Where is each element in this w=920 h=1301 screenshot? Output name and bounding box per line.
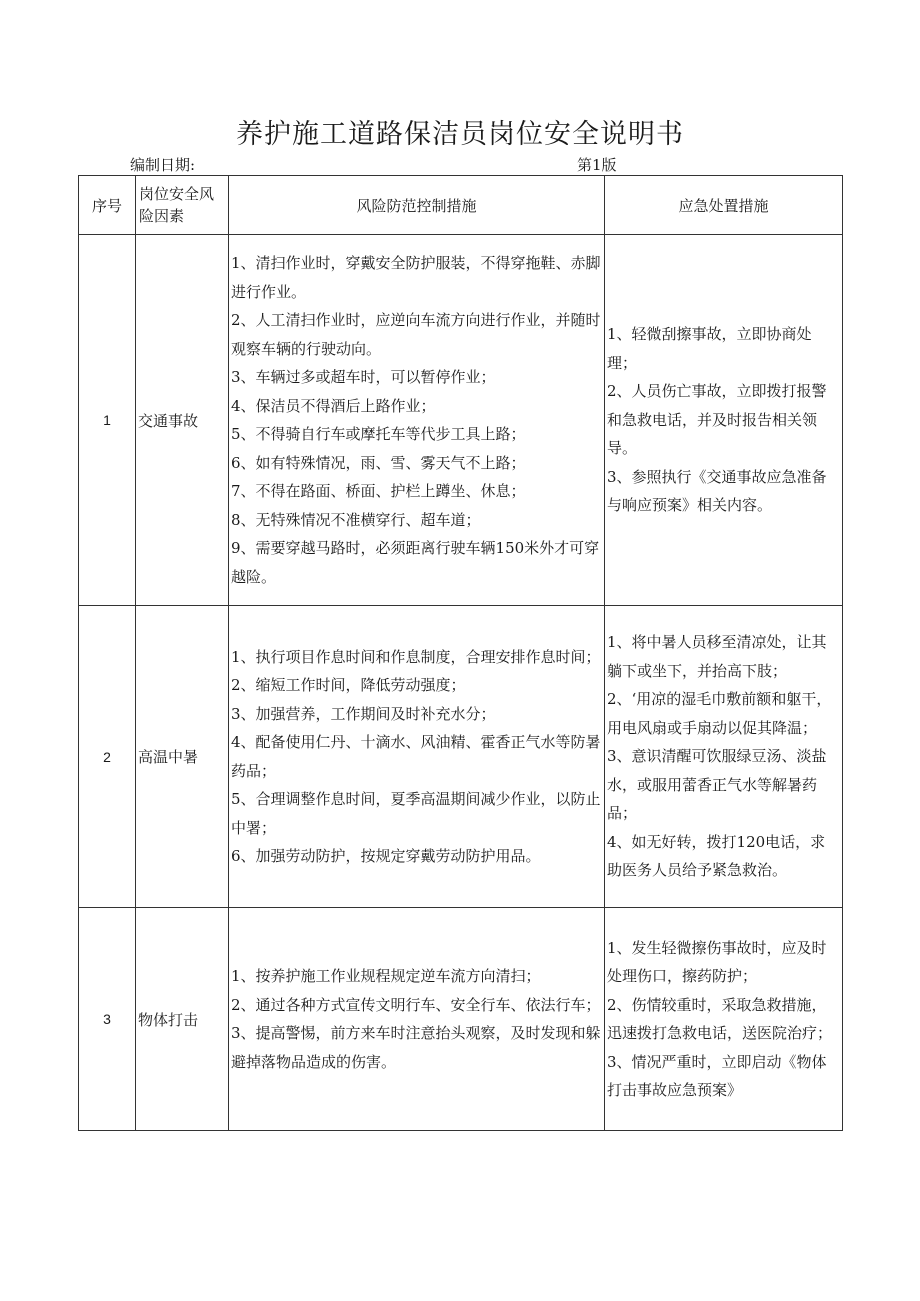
emergency-item: 4、如无好转，拨打120电话，求助医务人员给予紧急救治。 [607,832,826,880]
emergency-item: 3、情况严重时，立即启动《物体打击事故应急预案》 [607,1052,827,1099]
emergency-item: 3、意识清醒可饮服绿豆汤、淡盐水，或服用蕾香正气水等解暑药品； [607,747,827,823]
table-row [79,908,843,1131]
prevention-item: 2、通过各种方式宣传文明行车、安全行车、依法行车； [231,995,601,1014]
safety-table [78,175,843,1131]
prevention-item: 5、不得骑自行车或摩托车等代步工具上路； [231,425,526,443]
prepared-date-label: 编制日期: [130,156,196,174]
prevention-item: 6、如有特殊情况，雨、雪、雾天气不上路； [231,453,526,472]
prevention-cell [229,908,605,1131]
header-prevention: 风险防范控制措施 [229,176,605,235]
prevention-item: 8、无特殊情况不准横穿行、超车道； [231,510,481,529]
prevention-cell [229,235,605,606]
row-risk-factor: 交通事故 [136,235,229,606]
prevention-item: 1、执行项目作息时间和作息制度，合理安排作息时间； [231,647,601,666]
emergency-item: 3、参照执行《交通事故应急准备与响应预案》相关内容。 [607,467,827,515]
header-emergency: 应急处置措施 [605,176,843,235]
prevention-item: 7、不得在路面、桥面、护栏上蹲坐、休息； [231,482,526,500]
table-row [79,606,843,908]
row-index: 2 [79,606,136,908]
emergency-item: 1、将中暑人员移至清凉处，让其躺下或坐下，并抬高下肢； [607,633,827,680]
emergency-item: 2、人员伤亡事故，立即拨打报警和急救电话，并及时报告相关领导。 [607,382,827,458]
prevention-item: 4、配备使用仁丹、十滴水、风油精、霍香正气水等防暑药品； [231,733,601,780]
emergency-cell [605,235,843,606]
prevention-item: 6、加强劳动防护，按规定穿戴劳动防护用品。 [231,847,541,865]
prevention-item: 5、合理调整作息时间，夏季高温期间减少作业，以防止中署； [231,790,601,837]
prevention-item: 4、保洁员不得酒后上路作业； [231,396,436,415]
table-row [79,235,843,606]
row-index: 3 [79,908,136,1131]
header-risk-factor: 岗位安全风险因素 [136,176,229,235]
prevention-item: 3、加强营养，工作期间及时补充水分； [231,704,496,723]
prevention-item: 3、车辆过多或超车时，可以暂停作业； [231,368,496,386]
row-index: 1 [79,235,136,606]
prevention-item: 2、缩短工作时间，降低劳动强度； [231,676,466,694]
prevention-item: 1、清扫作业时，穿戴安全防护服装，不得穿拖鞋、赤脚进行作业。 [231,254,601,301]
row-risk-factor: 高温中暑 [136,606,229,908]
emergency-cell [605,606,843,908]
table-header-row [79,176,843,235]
prevention-item: 2、人工清扫作业时，应逆向车流方向进行作业，并随时观察车辆的行驶动向。 [231,311,601,358]
emergency-item: 2、‘用凉的湿毛巾敷前额和躯干，用电风扇或手扇动以促其降温； [607,690,832,737]
header-index: 序号 [79,176,136,235]
emergency-item: 1、发生轻微擦伤事故时，应及时处理伤口，擦药防护； [607,938,827,985]
prevention-cell [229,606,605,908]
row-risk-factor: 物体打击 [136,908,229,1131]
emergency-item: 2、伤情较重时，采取急救措施，迅速拨打急救电话，送医院治疗； [607,995,833,1042]
prevention-item: 3、提高警惕，前方来车时注意抬头观察，及时发现和躲避掉落物品造成的伤害。 [231,1024,601,1071]
prevention-item: 9、需要穿越马路时，必须距离行驶车辆150米外才可穿越险。 [231,539,600,586]
emergency-cell [605,908,843,1131]
version-label: 第1版 [577,156,617,174]
page-title: 养护施工道路保洁员岗位安全说明书 [236,119,684,150]
prevention-item: 1、按养护施工作业规程规定逆车流方向清扫； [231,967,541,985]
emergency-item: 1、轻微刮擦事故，立即协商处理； [607,325,812,372]
